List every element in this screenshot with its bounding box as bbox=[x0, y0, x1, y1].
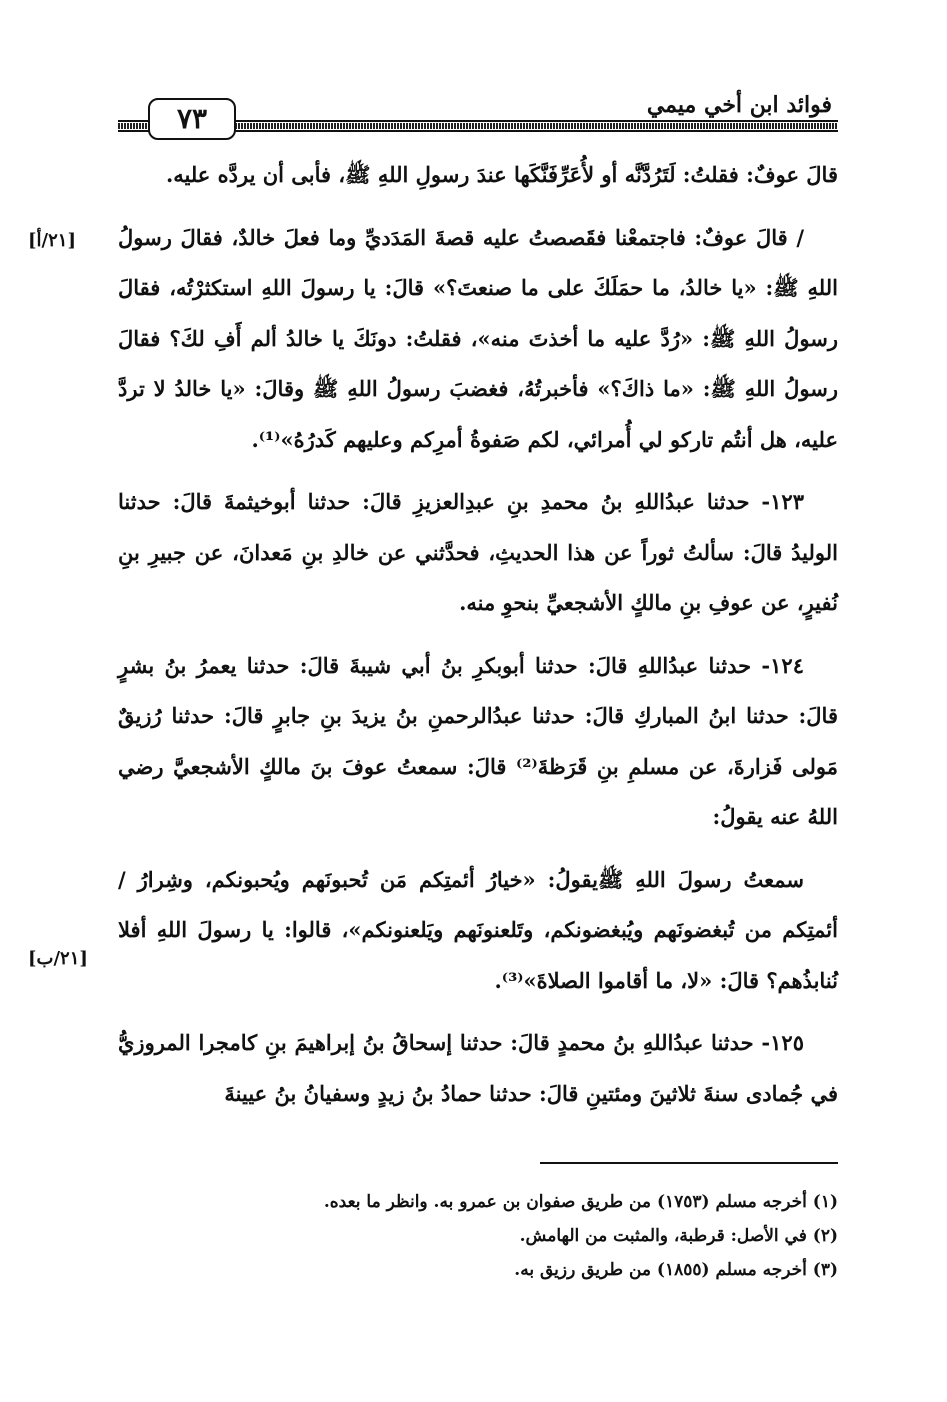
margin-folio-note: [٢١/ب] bbox=[28, 948, 88, 969]
main-text bbox=[118, 150, 838, 1131]
page-number: ٧٣ bbox=[148, 98, 236, 140]
page-header bbox=[118, 92, 838, 140]
footnote-separator bbox=[540, 1162, 838, 1164]
footnotes bbox=[118, 1185, 838, 1287]
paragraph: قالَ عوفٌ: فقلتُ: لَتَرُدَّنَّه أو لأُعَرِّفَنَّكَها عندَ رسولِ اللهِ ﷺ، فأبى أن يردَّه عليه. bbox=[165, 162, 838, 187]
running-title: فوائد ابن أخي ميمي bbox=[641, 92, 832, 118]
margin-folio-note: [٢١/أ] bbox=[28, 230, 76, 251]
footnote: (٢) في الأصل: قرطبة، والمثبت من الهامش. bbox=[519, 1226, 838, 1246]
paragraph: سمعتُ رسولَ اللهِ ﷺيقولُ: «خيارُ أئمتِكم مَن تُحبونَهم ويُحبونكم، وشِرارُ / أئمتِكم من تُبغضونَهم ويُبغضونكم، وتَلعنونَهم ويَلعنونكم»، قالوا: يا رسولَ اللهِ أفلا نُنابذُهم؟ قالَ: «لا، ما أقاموا الصلاةَ»⁽³⁾. bbox=[118, 866, 838, 993]
paragraph: ١٢٣- حدثنا عبدُاللهِ بنُ محمدِ بنِ عبدِالعزيزِ قالَ: حدثنا أبوخيثمةَ قالَ: حدثنا الوليدُ قالَ: سألتُ ثوراً عن هذا الحديثِ، فحدَّثني عن خالدِ بنِ مَعدانَ، عن جبيرِ بنِ نُفيرٍ، عن عوفِ بنِ مالكٍ الأشجعيِّ بنحوِ منه. bbox=[118, 489, 838, 615]
footnote: (٣) أخرجه مسلم (١٨٥٥) من طريق رزيق به. bbox=[514, 1260, 838, 1280]
paragraph: ١٢٥- حدثنا عبدُاللهِ بنُ محمدٍ قالَ: حدثنا إسحاقُ بنُ إبراهيمَ بنِ كامجرا المروزيُّ في جُمادى سنةَ ثلاثينَ ومئتينِ قالَ: حدثنا حمادُ بنُ زيدٍ وسفيانُ بنُ عيينةَ bbox=[118, 1030, 838, 1106]
paragraph: / قالَ عوفٌ: فاجتمعْنا فقَصصتُ عليه قصةَ المَدَديِّ وما فعلَ خالدٌ، فقالَ رسولُ اللهِ ﷺ: «يا خالدُ، ما حمَلَكَ على ما صنعتَ؟» قالَ: يا رسولَ اللهِ استكثرْتُه، فقالَ رسولُ اللهِ ﷺ: «رُدَّ عليه ما أخذتَ منه»، فقلتُ: دونَكَ يا خالدُ ألم أَفِ لكَ؟ فقالَ رسولُ اللهِ ﷺ: «ما ذاكَ؟» فأخبرتُهُ، فغضبَ رسولُ اللهِ ﷺ وقالَ: «يا خالدُ لا تردَّ عليه، هل أنتُم تاركو لي أُمرائي، لكم صَفوةُ أمرِكم وعليهم كَدرُهُ»⁽¹⁾. bbox=[118, 224, 838, 452]
footnote: (١) أخرجه مسلم (١٧٥٣) من طريق صفوان بن عمرو به. وانظر ما بعده. bbox=[323, 1192, 838, 1212]
paragraph: ١٢٤- حدثنا عبدُاللهِ قالَ: حدثنا أبوبكرِ بنُ أبي شيبةَ قالَ: حدثنا يعمرُ بنُ بشرٍ قالَ: حدثنا ابنُ المباركِ قالَ: حدثنا عبدُالرحمنِ بنُ يزيدَ بنِ جابرٍ قالَ: حدثنا رُزيقٌ مَولى فَزارةَ، عن مسلمِ بنِ قَرَظةَ⁽²⁾ قالَ: سمعتُ عوفَ بنَ مالكٍ الأشجعيَّ رضي اللهُ عنه يقولُ: bbox=[118, 652, 838, 829]
